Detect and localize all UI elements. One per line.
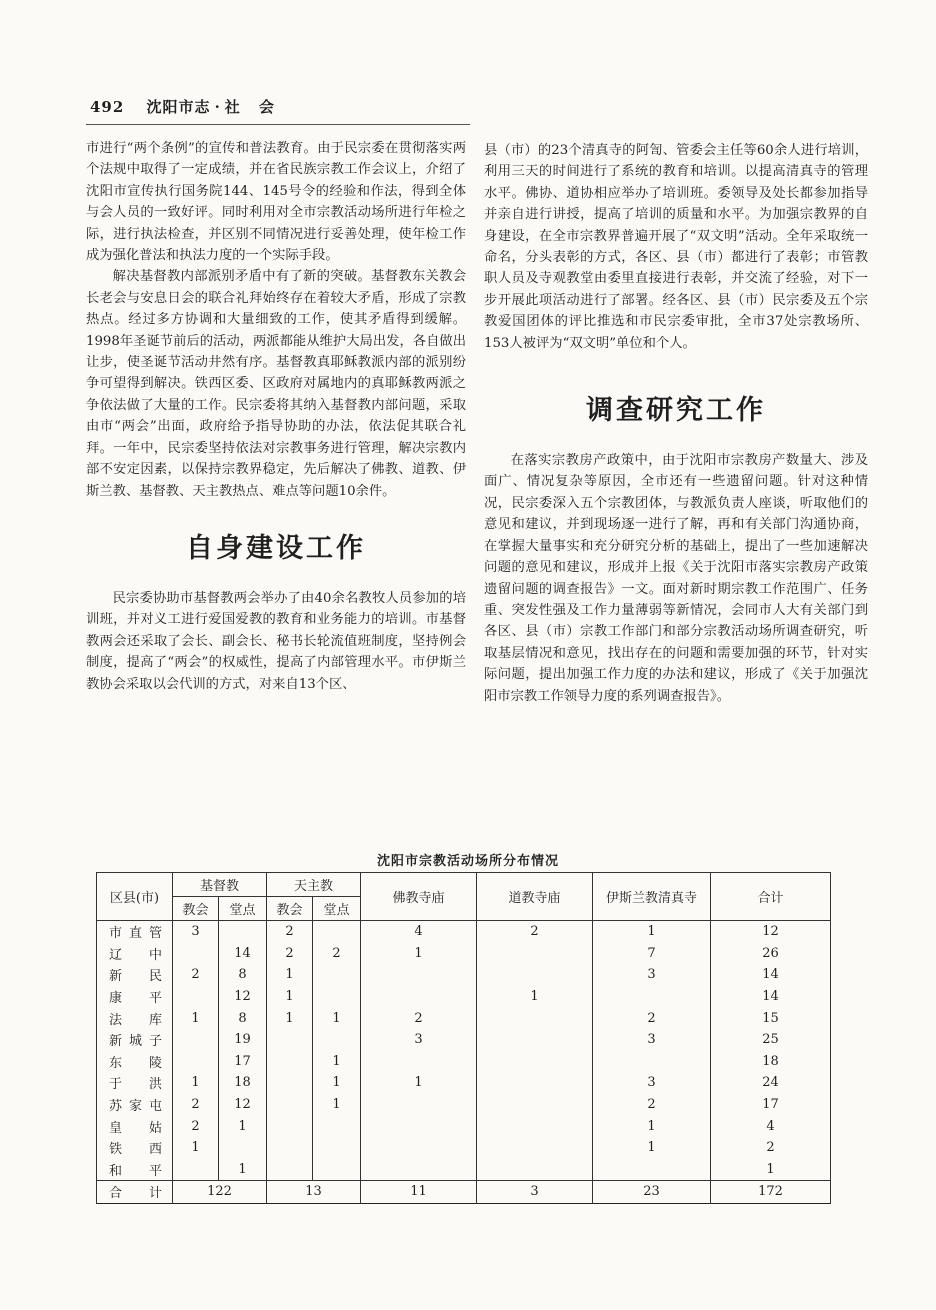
left-paragraph-2: 解决基督教内部派别矛盾中有了新的突破。基督教东关教会长老会与安息日会的联合礼拜始终存在着较大矛盾，形成了宗教热点。经过多方协调和大量细致的工作，使其矛盾得到缓解。1998年圣诞节前后的活动，两派都能从维护大局出发，各自做出让步，使圣诞节活动井然有序。基督教真耶稣教派内部的派别纷争可望得到解决。铁西区委、区政府对属地内的真耶稣教两派之争依法做了大量的工作。民宗委将其纳入基督教内部问题，采取由市“两会”出面，政府给予指导协助的办法，依法促其联合礼拜。一年中，民宗委坚持依法对宗教事务进行管理，解决宗教内部不安定因素，以保持宗教界稳定，先后解决了佛教、道教、伊斯兰教、基督教、天主教热点、难点等问题10余件。 <box>86 269 466 499</box>
cell-total: 18 <box>711 1051 831 1073</box>
cell-taoist <box>477 1094 593 1116</box>
cell-islam <box>593 986 711 1008</box>
cell-total: 4 <box>711 1115 831 1137</box>
cell-buddhist: 3 <box>361 1029 477 1051</box>
cell-buddhist: 4 <box>361 921 477 943</box>
cell-islam <box>593 1159 711 1181</box>
book-title: 沈阳市志 · 社 会 <box>146 98 275 116</box>
cell-islam: 3 <box>593 1029 711 1051</box>
cell-catholic-hall <box>313 1159 361 1181</box>
header-christian-hall: 堂点 <box>219 897 267 921</box>
table-row <box>97 986 831 1008</box>
cell-catholic-church: 1 <box>267 964 313 986</box>
table-total-row <box>97 1181 831 1204</box>
header-taoist: 道教寺庙 <box>477 873 593 921</box>
cell-area: 苏家屯 <box>97 1094 173 1116</box>
cell-christian-hall <box>219 921 267 943</box>
cell-catholic-hall <box>313 1029 361 1051</box>
cell-islam: 2 <box>593 1007 711 1029</box>
cell-christian-church: 2 <box>173 964 219 986</box>
cell-christian-church: 2 <box>173 1094 219 1116</box>
cell-area: 于洪 <box>97 1072 173 1094</box>
cell-christian-church <box>173 1159 219 1181</box>
cell-christian-hall <box>219 1137 267 1159</box>
cell-christian-hall: 1 <box>219 1159 267 1181</box>
cell-area: 新民 <box>97 964 173 986</box>
cell-christian-hall: 8 <box>219 1007 267 1029</box>
total-islam: 23 <box>593 1181 711 1204</box>
cell-islam: 2 <box>593 1094 711 1116</box>
cell-catholic-church <box>267 1072 313 1094</box>
header-catholic: 天主教 <box>267 873 361 897</box>
cell-buddhist: 1 <box>361 1072 477 1094</box>
cell-buddhist <box>361 1137 477 1159</box>
cell-christian-church: 1 <box>173 1007 219 1029</box>
cell-taoist <box>477 1007 593 1029</box>
cell-taoist <box>477 1159 593 1181</box>
cell-christian-church <box>173 1029 219 1051</box>
header-catholic-hall: 堂点 <box>313 897 361 921</box>
cell-area: 皇姑 <box>97 1115 173 1137</box>
total-buddhist: 11 <box>361 1181 477 1204</box>
cell-total: 14 <box>711 986 831 1008</box>
total-label: 合计 <box>97 1181 173 1204</box>
cell-catholic-church <box>267 1115 313 1137</box>
cell-total: 14 <box>711 964 831 986</box>
cell-christian-hall: 17 <box>219 1051 267 1073</box>
left-paragraph-3: 民宗委协助市基督教两会举办了由40余名教牧人员参加的培训班，并对义工进行爱国爱教的教育和业务能力的培训。市基督教两会还采取了会长、副会长、秘书长轮流值班制度，坚持例会制度，提高了“两会”的权威性，提高了内部管理水平。市伊斯兰教协会采取以会代训的方式，对来自13个区、 <box>86 590 466 692</box>
cell-islam: 1 <box>593 1115 711 1137</box>
cell-buddhist <box>361 986 477 1008</box>
total-catholic: 13 <box>267 1181 361 1204</box>
total-sum: 172 <box>711 1181 831 1204</box>
cell-total: 24 <box>711 1072 831 1094</box>
cell-christian-church: 1 <box>173 1137 219 1159</box>
cell-area: 新城子 <box>97 1029 173 1051</box>
cell-islam: 3 <box>593 1072 711 1094</box>
table-row <box>97 1072 831 1094</box>
cell-buddhist <box>361 1159 477 1181</box>
cell-catholic-hall <box>313 964 361 986</box>
header-area: 区县(市) <box>97 873 173 921</box>
cell-area: 铁西 <box>97 1137 173 1159</box>
header-rule <box>86 124 470 125</box>
cell-catholic-church <box>267 1094 313 1116</box>
cell-catholic-church <box>267 1137 313 1159</box>
cell-christian-hall: 8 <box>219 964 267 986</box>
header-catholic-church: 教会 <box>267 897 313 921</box>
cell-total: 17 <box>711 1094 831 1116</box>
page-header <box>90 96 279 117</box>
cell-taoist: 2 <box>477 921 593 943</box>
cell-christian-hall: 18 <box>219 1072 267 1094</box>
cell-islam: 3 <box>593 964 711 986</box>
cell-catholic-hall: 1 <box>313 1072 361 1094</box>
table-row <box>97 964 831 986</box>
distribution-table <box>96 872 831 1204</box>
cell-catholic-hall <box>313 986 361 1008</box>
cell-area: 和平 <box>97 1159 173 1181</box>
left-paragraph-1: 市进行“两个条例”的宣传和普法教育。由于民宗委在贯彻落实两个法规中取得了一定成绩，并在省民族宗教工作会议上，介绍了沈阳市宣传执行国务院144、145号令的经验和作法，得到全体与会人员的一致好评。同时利用对全市宗教活动场所进行年检之际，进行执法检查，并区别不同情况进行妥善处理，使年检工作成为强化普法和执法力度的一个实际手段。 <box>86 141 466 264</box>
cell-catholic-hall: 2 <box>313 943 361 965</box>
cell-area: 康平 <box>97 986 173 1008</box>
cell-taoist <box>477 964 593 986</box>
table-row <box>97 1159 831 1181</box>
cell-islam: 1 <box>593 921 711 943</box>
cell-catholic-church <box>267 1051 313 1073</box>
cell-christian-hall: 14 <box>219 943 267 965</box>
right-paragraph-2: 在落实宗教房产政策中，由于沈阳市宗教房产数量大、涉及面广、情况复杂等原因，全市还有一些遗留问题。针对这种情况，民宗委深入五个宗教团体，与教派负责人座谈，听取他们的意见和建议，并到现场逐一进行了解，再和有关部门沟通协商，在掌握大量事实和充分研究分析的基础上，提出了一些加速解决问题的意见和建议，形成并上报《关于沈阳市落实宗教房产政策遗留问题的调查报告》一文。面对新时期宗教工作范围广、任务重、突发性强及工作力量薄弱等新情况，会同市人大有关部门到各区、县（市）宗教工作部门和部分宗教活动场所调查研究，听取基层情况和意见，找出存在的问题和需要加强的环节，针对实际问题，提出加强工作力度的办法和建议，形成了《关于加强沈阳市宗教工作领导力度的系列调查报告》。 <box>484 453 868 704</box>
header-islam: 伊斯兰教清真寺 <box>593 873 711 921</box>
cell-catholic-church <box>267 1029 313 1051</box>
cell-catholic-hall: 1 <box>313 1051 361 1073</box>
left-column <box>86 138 466 695</box>
cell-catholic-hall <box>313 921 361 943</box>
cell-total: 2 <box>711 1137 831 1159</box>
cell-buddhist: 1 <box>361 943 477 965</box>
cell-catholic-church: 2 <box>267 921 313 943</box>
page-number: 492 <box>90 98 125 116</box>
cell-christian-church: 3 <box>173 921 219 943</box>
right-paragraph-1: 县（市）的23个清真寺的阿訇、管委会主任等60余人进行培训，利用三天的时间进行了系统的教育和培训。以提高清真寺的管理水平。佛协、道协相应举办了培训班。委领导及处长都参加指导并亲自进行讲授，提高了培训的质量和水平。为加强宗教界的自身建设，在全市宗教界普遍开展了“双文明”活动。全年采取统一命名，分头表彰的方式，各区、县（市）都进行了表彰；市管教职人员及寺观教堂由委里直接进行表彰，并交流了经验，对下一步开展此项活动进行了部署。经各区、县（市）民宗委及五个宗教爱国团体的评比推选和市民宗委审批，全市37处宗教场所、153人被评为“双文明”单位和个人。 <box>484 143 868 351</box>
cell-taoist <box>477 1072 593 1094</box>
right-column <box>484 140 868 707</box>
cell-taoist <box>477 1051 593 1073</box>
cell-buddhist <box>361 1051 477 1073</box>
cell-islam: 1 <box>593 1137 711 1159</box>
cell-total: 12 <box>711 921 831 943</box>
total-christian: 122 <box>173 1181 267 1204</box>
cell-buddhist <box>361 1115 477 1137</box>
cell-catholic-hall: 1 <box>313 1094 361 1116</box>
cell-christian-church <box>173 943 219 965</box>
table-row <box>97 1051 831 1073</box>
cell-catholic-church: 2 <box>267 943 313 965</box>
cell-christian-hall: 12 <box>219 1094 267 1116</box>
cell-buddhist <box>361 1094 477 1116</box>
header-christian-church: 教会 <box>173 897 219 921</box>
cell-taoist <box>477 1115 593 1137</box>
header-total: 合计 <box>711 873 831 921</box>
cell-catholic-hall <box>313 1115 361 1137</box>
cell-catholic-church: 1 <box>267 1007 313 1029</box>
cell-christian-hall: 1 <box>219 1115 267 1137</box>
cell-catholic-hall <box>313 1137 361 1159</box>
cell-christian-church <box>173 986 219 1008</box>
cell-christian-hall: 12 <box>219 986 267 1008</box>
table-row <box>97 921 831 943</box>
table-title: 沈阳市宗教活动场所分布情况 <box>376 854 559 869</box>
cell-catholic-church <box>267 1159 313 1181</box>
cell-catholic-hall: 1 <box>313 1007 361 1029</box>
table-row <box>97 943 831 965</box>
cell-area: 辽中 <box>97 943 173 965</box>
header-christian: 基督教 <box>173 873 267 897</box>
cell-islam <box>593 1051 711 1073</box>
cell-taoist <box>477 943 593 965</box>
cell-area: 法库 <box>97 1007 173 1029</box>
cell-area: 市直管 <box>97 921 173 943</box>
section-title-research: 调查研究工作 <box>586 395 766 427</box>
cell-buddhist <box>361 964 477 986</box>
cell-christian-church: 2 <box>173 1115 219 1137</box>
cell-christian-church: 1 <box>173 1072 219 1094</box>
table-row <box>97 1007 831 1029</box>
cell-total: 26 <box>711 943 831 965</box>
table-row <box>97 1094 831 1116</box>
cell-christian-church <box>173 1051 219 1073</box>
cell-total: 15 <box>711 1007 831 1029</box>
header-buddhist: 佛教寺庙 <box>361 873 477 921</box>
table-row <box>97 1115 831 1137</box>
cell-taoist <box>477 1137 593 1159</box>
cell-catholic-church: 1 <box>267 986 313 1008</box>
cell-buddhist: 2 <box>361 1007 477 1029</box>
total-taoist: 3 <box>477 1181 593 1204</box>
table-row <box>97 1029 831 1051</box>
cell-taoist <box>477 1029 593 1051</box>
cell-total: 1 <box>711 1159 831 1181</box>
cell-christian-hall: 19 <box>219 1029 267 1051</box>
table-row <box>97 1137 831 1159</box>
cell-taoist: 1 <box>477 986 593 1008</box>
cell-area: 东陵 <box>97 1051 173 1073</box>
cell-islam: 7 <box>593 943 711 965</box>
cell-total: 25 <box>711 1029 831 1051</box>
section-title-self-building: 自身建设工作 <box>186 532 366 564</box>
